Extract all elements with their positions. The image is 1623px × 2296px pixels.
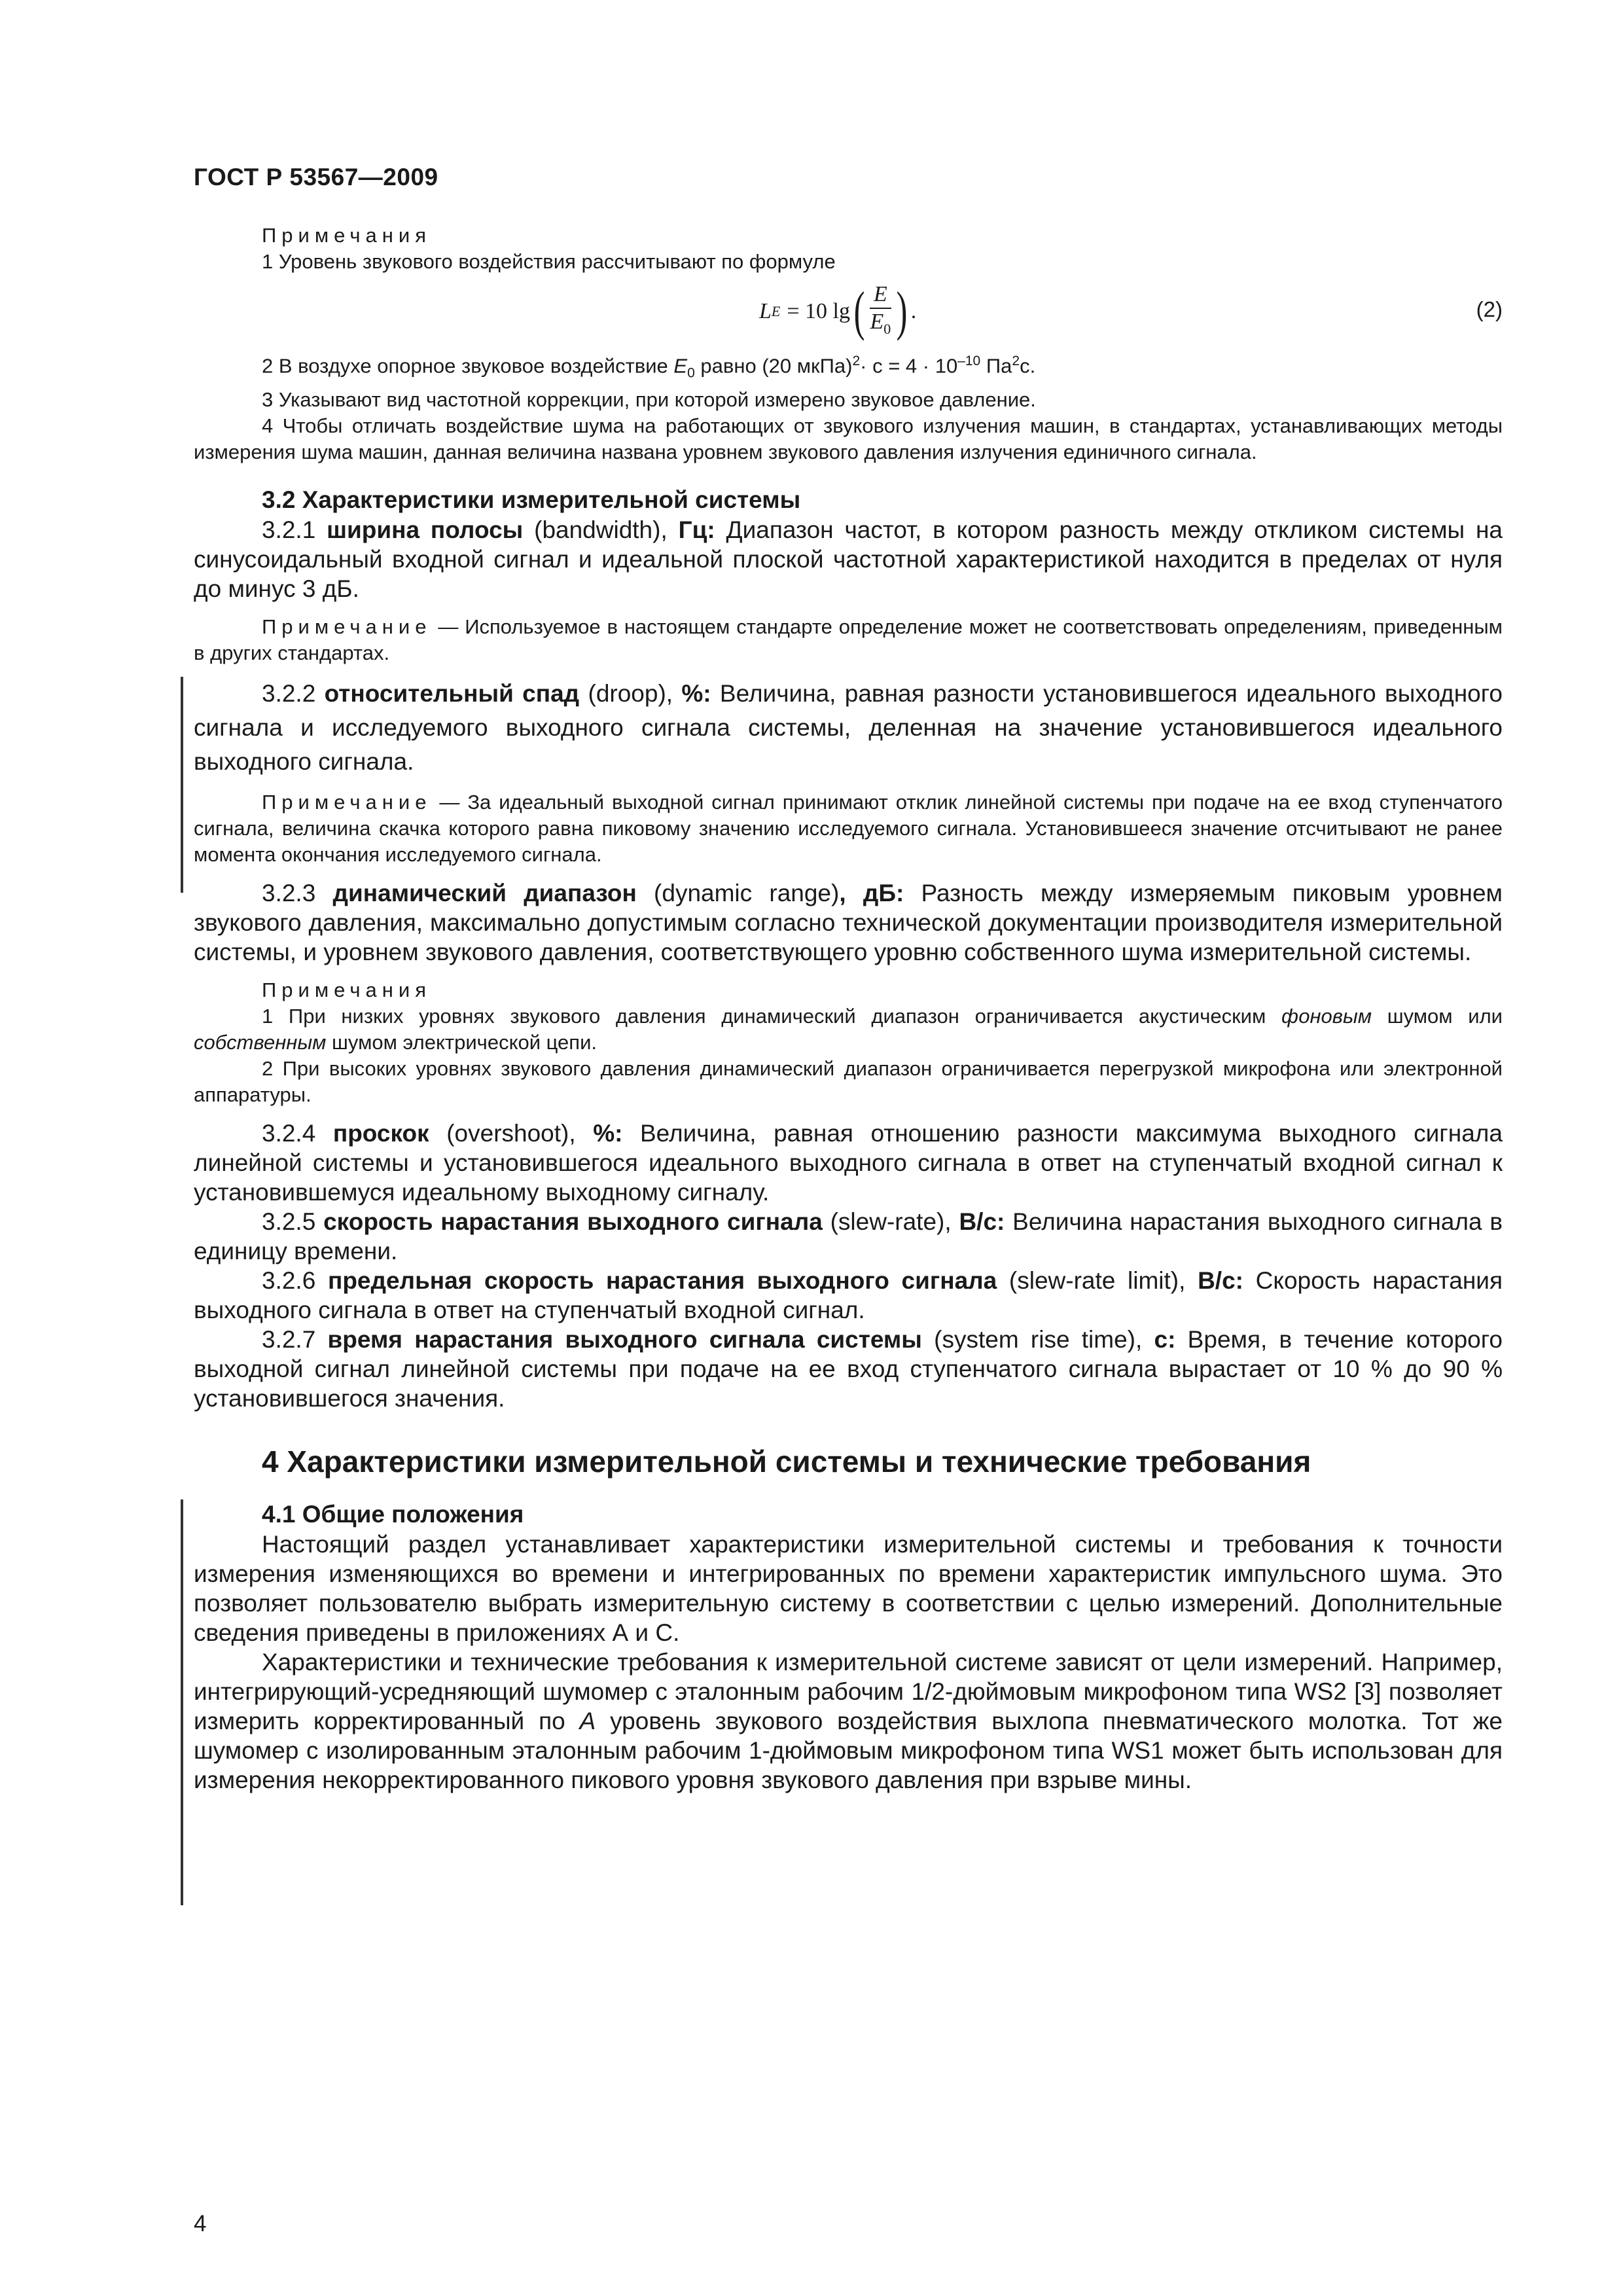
- section-4-1-heading: 4.1 Общие положения: [262, 1500, 524, 1528]
- formula-denominator: $E_0$: [870, 309, 891, 337]
- page-content: [194, 223, 1503, 1795]
- notes-heading: Примечания: [262, 224, 431, 247]
- formula-expression: [759, 281, 916, 342]
- formula-eq: = 10 lg: [787, 299, 850, 323]
- change-bar: [181, 677, 183, 893]
- clause-3-2-7: 3.2.7 время нарастания выходного сигнала системы (system rise time), с: Время, в течение которого выходной сигнал линейной системы при подаче на ее вход ступенчатого сигнала вырастает от 10 % до 90 % установившегося значения.: [194, 1325, 1503, 1412]
- formula-tail: .: [910, 299, 917, 323]
- page-number: 4: [194, 2211, 207, 2236]
- section-4-heading: 4 Характеристики измерительной системы и технические требования: [262, 1444, 1311, 1479]
- formula-number: (2): [1476, 297, 1503, 321]
- clause-3-2-4: 3.2.4 проскок (overshoot), %: Величина, равная отношению разности максимума выходного сигнала линейной системы и установившегося идеального выходного сигнала в ответ на ступенчатый входной сигнал к установившемуся идеальному выходному сигналу.: [194, 1119, 1503, 1206]
- formula-lhs: L: [759, 299, 772, 323]
- clause-3-2-3: 3.2.3 динамический диапазон (dynamic range), дБ: Разность между измеряемым пиковым уровнем звукового давления, максимально допустимым согласно технической документации производителя измерительной системы, и уровнем звукового давления, соответствующего уровню собственного шума измерительной системы.: [194, 879, 1503, 965]
- clause-3-2-2: 3.2.2 относительный спад (droop), %: Величина, равная разности установившегося идеального выходного сигнала и исследуемого выходного сигнала системы, деленная на значение установившегося идеального выходного сигнала.: [194, 679, 1503, 775]
- note-3-2-3-2: 2 При высоких уровнях звукового давления динамический диапазон ограничивается перегрузкой микрофона или электронной аппаратуры.: [194, 1056, 1503, 1106]
- changed-block-3-2-2: [194, 677, 1503, 868]
- note-3-2-3-1: 1 При низких уровнях звукового давления динамический диапазон ограничивается акустическим фоновым шумом или собственным шумом электрической цепи.: [194, 1004, 1503, 1054]
- note-4: 4 Чтобы отличать воздействие шума на работающих от звукового излучения машин, в стандартах, устанавливающих методы измерения шума машин, данная величина названа уровнем звукового давления излучения единичного сигнала.: [194, 414, 1503, 463]
- note-1: 1 Уровень звукового воздействия рассчитывают по формуле: [262, 250, 836, 273]
- paragraph-4-1-2: Характеристики и технические требования к измерительной системе зависят от цели измерений. Например, интегрирующий-усредняющий шумомер с эталонным рабочим 1/2-дюймовым микрофоном типа WS2 [3] позволяет измерить корректированный по А уровень звукового воздействия выхлопа пневматического молотка. Тот же шумомер с изолированным эталонным рабочим 1-дюймовым микрофоном типа WS1 может быть использован для измерения некорректированного пикового уровня звукового давления при взрыве мины.: [194, 1648, 1503, 1793]
- note-3-2-1: Примечание — Используемое в настоящем стандарте определение может не соответствовать определениям, приведенным в других стандартах.: [194, 615, 1503, 664]
- section-3-2-heading: 3.2 Характеристики измерительной системы: [262, 486, 801, 513]
- formula-lhs-sub: E: [771, 303, 781, 319]
- formula-fraction: [870, 281, 891, 342]
- changed-block-4-1: [194, 1499, 1503, 1795]
- clause-3-2-5: 3.2.5 скорость нарастания выходного сигнала (slew-rate), В/с: Величина нарастания выходного сигнала в единицу времени.: [194, 1208, 1503, 1265]
- clause-3-2-1: 3.2.1 ширина полосы (bandwidth), Гц: Диапазон частот, в котором разность между откликом системы на синусоидальный входной сигнал и идеальной плоской частотной характеристикой находится в пределах от нуля до минус 3 дБ.: [194, 516, 1503, 602]
- note-3-2-2: Примечание — За идеальный выходной сигнал принимают отклик линейной системы при подаче на ее вход ступенчатого сигнала, величина скачка которого равна пиковому значению исследуемого сигнала. Установившееся значение отсчитывают не ранее момента окончания исследуемого сигнала.: [194, 790, 1503, 866]
- note-2: 2 В воздухе опорное звуковое воздействие $E_0$ равно (20 мкПа)$^2$· $с = 4 \cdot 10^{-10}$ $Па^2с$.: [262, 353, 1036, 381]
- formula-numerator: E: [870, 281, 891, 309]
- notes-3-2-3-heading: Примечания: [262, 978, 431, 1001]
- change-bar: [181, 1499, 183, 1905]
- note-3: 3 Указывают вид частотной коррекции, при которой измерено звуковое давление.: [262, 387, 1036, 411]
- formula-paren-right: ): [896, 281, 908, 342]
- paragraph-4-1-1: Настоящий раздел устанавливает характеристики измерительной системы и требования к точности измерения изменяющихся во времени и интегрированных по времени характеристик импульсного шума. Это позволяет пользователю выбрать измерительную систему в соответствии с целью измерений. Дополнительные сведения приведены в приложениях А и С.: [194, 1530, 1503, 1646]
- formula-2: [194, 275, 1503, 348]
- formula-paren-left: (: [853, 281, 865, 342]
- clause-3-2-6: 3.2.6 предельная скорость нарастания выходного сигнала (slew-rate limit), В/с: Скорость нарастания выходного сигнала в ответ на ступенчатый входной сигнал.: [194, 1266, 1503, 1323]
- document-page: [194, 0, 1503, 2296]
- document-header: ГОСТ Р 53567—2009: [194, 164, 438, 190]
